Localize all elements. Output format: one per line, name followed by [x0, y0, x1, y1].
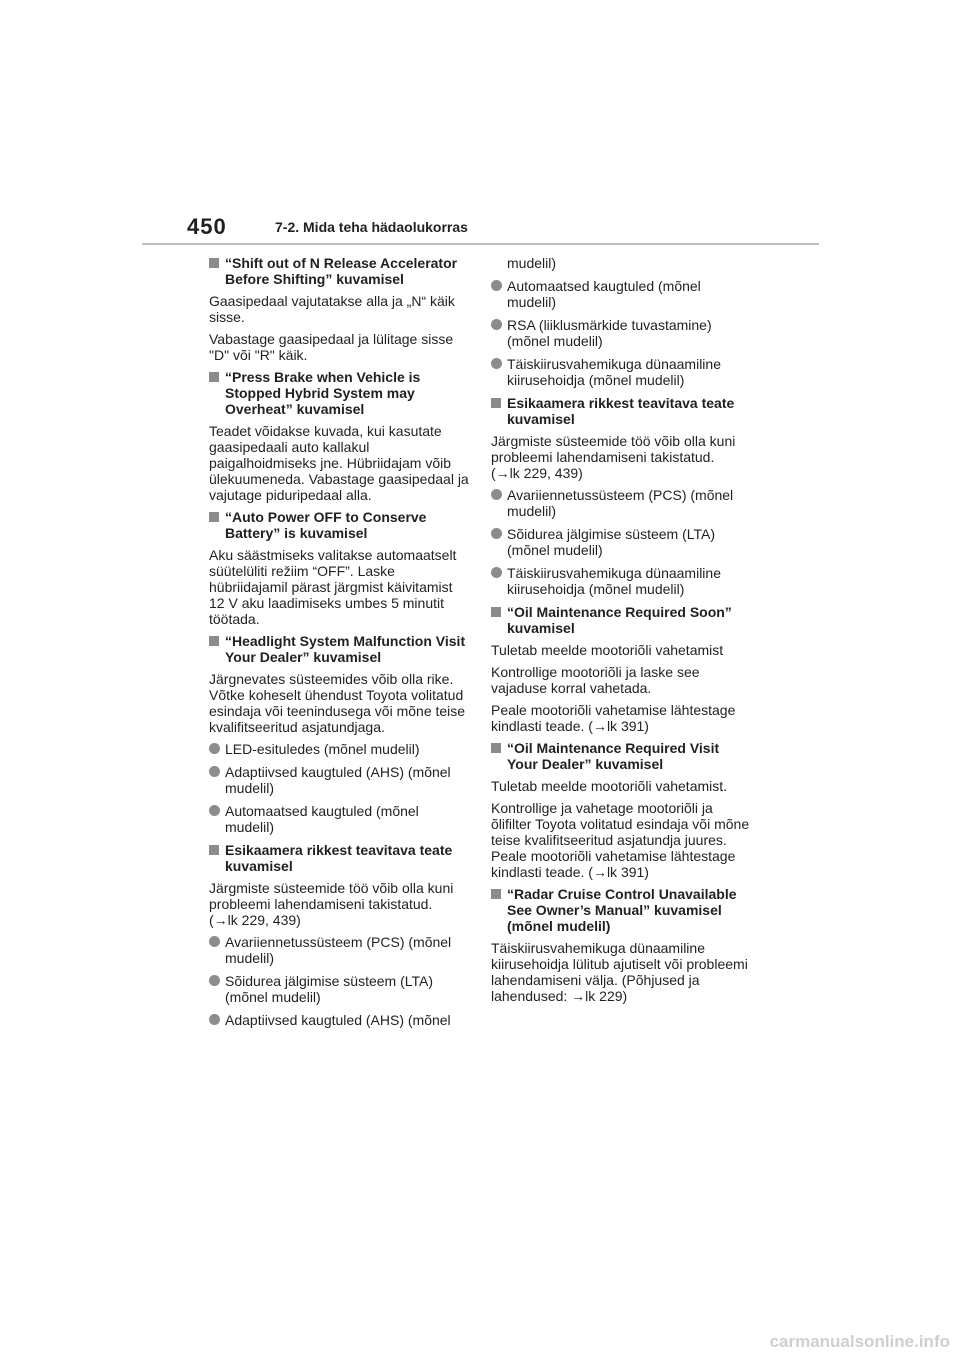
- paragraph: Vabastage gaasipedaal ja lülitage sisse "D" või "R" käik.: [209, 331, 454, 363]
- section-heading: “Oil Maintenance Required Soon” kuvamisel: [491, 604, 753, 636]
- section-heading: “Headlight System Malfunction Visit Your Dealer” kuvamisel: [209, 633, 471, 665]
- round-bullet-icon: [209, 936, 220, 947]
- section-headlight-malfunction: [209, 633, 471, 835]
- paragraph: Järgmiste süsteemide töö võib olla kuni probleemi lahendamiseni takistatud. (→lk 229, 439): [209, 880, 454, 928]
- list-item: Automaatsed kaugtuled (mõnel mudelil): [491, 278, 753, 310]
- square-bullet-icon: [491, 607, 501, 617]
- list-item: Avariiennetussüsteem (PCS) (mõnel mudelil): [209, 934, 471, 966]
- list-item: Automaatsed kaugtuled (mõnel mudelil): [209, 803, 471, 835]
- square-bullet-icon: [491, 889, 501, 899]
- page-reference: (→lk 229, 439): [209, 912, 301, 928]
- section-heading: “Radar Cruise Control Unavailable See Owner’s Manual” kuvamisel (mõnel mudelil): [491, 886, 753, 934]
- square-bullet-icon: [491, 743, 501, 753]
- right-column: [491, 255, 753, 1010]
- round-bullet-icon: [491, 489, 502, 500]
- section-oil-maintenance-dealer: [491, 740, 753, 880]
- list-item: Adaptiivsed kaugtuled (AHS) (mõnel: [209, 1012, 471, 1028]
- section-heading: “Auto Power OFF to Conserve Battery” is kuvamisel: [209, 509, 471, 541]
- paragraph: Tuletab meelde mootoriõli vahetamist: [491, 642, 724, 658]
- list-item-continuation: mudelil): [507, 255, 557, 271]
- paragraph: Täiskiirusvahemikuga dünaamiline kiirusehoidja lülitub ajutiselt või probleemi lahendamiseni välja. (Põhjused ja lahendused: →lk 229): [491, 940, 748, 1004]
- paragraph: Peale mootoriõli vahetamise lähtestage kindlasti teade. (→lk 391): [491, 702, 736, 734]
- paragraph: Kontrollige mootoriõli ja laske see vajaduse korral vahetada.: [491, 664, 700, 696]
- list-item: Täiskiirusvahemikuga dünaamiline kiirusehoidja (mõnel mudelil): [491, 356, 753, 388]
- square-bullet-icon: [491, 398, 501, 408]
- round-bullet-icon: [491, 319, 502, 330]
- square-bullet-icon: [209, 845, 219, 855]
- header-rule: [142, 243, 819, 245]
- round-bullet-icon: [491, 567, 502, 578]
- section-press-brake: [209, 369, 471, 503]
- list-item: Sõidurea jälgimise süsteem (LTA) (mõnel mudelil): [209, 973, 471, 1005]
- paragraph: Kontrollige ja vahetage mootoriõli ja õlifilter Toyota volitatud esindaja või mõne teise kvalifitseeritud asjatundja juures. Peale mootoriõli vahetamise lähtestage kindlasti teade. (→lk 391): [491, 800, 750, 880]
- watermark: carmanualsonline.info: [769, 1332, 950, 1351]
- left-column: [209, 255, 471, 1035]
- list-item: LED-esituledes (mõnel mudelil): [209, 741, 471, 757]
- list-item: Sõidurea jälgimise süsteem (LTA) (mõnel mudelil): [491, 526, 753, 558]
- page-reference: (→lk 229, 439): [491, 465, 583, 481]
- square-bullet-icon: [209, 512, 219, 522]
- section-front-camera: [209, 842, 471, 1028]
- square-bullet-icon: [209, 372, 219, 382]
- paragraph: Gaasipedaal vajutatakse alla ja „N“ käik sisse.: [209, 293, 455, 325]
- paragraph: Järgmiste süsteemide töö võib olla kuni probleemi lahendamiseni takistatud. (→lk 229, 439): [491, 433, 736, 481]
- paragraph: Järgnevates süsteemides võib olla rike. Võtke koheselt ühendust Toyota volitatud esindaja või teenindusega või mõne teise kvalifitseeritud asjatundjaga.: [209, 671, 466, 735]
- list-item: Adaptiivsed kaugtuled (AHS) (mõnel mudelil): [209, 764, 471, 796]
- paragraph: Aku säästmiseks valitakse automaatselt süütelüliti režiim “OFF”. Laske hübriidajamil pärast järgmist käivitamist 12 V aku laadimiseks umbes 5 minutit töötada.: [209, 547, 457, 627]
- round-bullet-icon: [209, 1014, 220, 1025]
- section-radar-cruise: [491, 886, 753, 1004]
- page-number: 450: [187, 214, 227, 239]
- round-bullet-icon: [209, 805, 220, 816]
- round-bullet-icon: [209, 975, 220, 986]
- section-heading: “Press Brake when Vehicle is Stopped Hybrid System may Overheat” kuvamisel: [209, 369, 471, 417]
- round-bullet-icon: [491, 280, 502, 291]
- list-item: RSA (liiklusmärkide tuvastamine) (mõnel mudelil): [491, 317, 753, 349]
- section-heading: Esikaamera rikkest teavitava teate kuvamisel: [491, 395, 753, 427]
- list-item: Avariiennetussüsteem (PCS) (mõnel mudelil): [491, 487, 753, 519]
- square-bullet-icon: [209, 636, 219, 646]
- list-item: Täiskiirusvahemikuga dünaamiline kiirusehoidja (mõnel mudelil): [491, 565, 753, 597]
- section-auto-power-off: [209, 509, 471, 627]
- square-bullet-icon: [209, 258, 219, 268]
- paragraph: Tuletab meelde mootoriõli vahetamist.: [491, 778, 728, 794]
- paragraph: Teadet võidakse kuvada, kui kasutate gaasipedaali auto kallakul paigalhoidmiseks jne. Hübriidajam võib ülekuumeneda. Vabastage gaasipedaal ja vajutage piduripedaal alla.: [209, 423, 469, 503]
- section-shift-out-of-n: [209, 255, 471, 363]
- round-bullet-icon: [209, 766, 220, 777]
- round-bullet-icon: [209, 743, 220, 754]
- section-title: 7-2. Mida teha hädaolukorras: [275, 219, 468, 235]
- section-oil-maintenance-soon: [491, 604, 753, 734]
- section-front-camera-2: [491, 395, 753, 597]
- section-heading: “Oil Maintenance Required Visit Your Dealer” kuvamisel: [491, 740, 753, 772]
- round-bullet-icon: [491, 358, 502, 369]
- section-heading: “Shift out of N Release Accelerator Before Shifting” kuvamisel: [209, 255, 471, 287]
- section-heading: Esikaamera rikkest teavitava teate kuvamisel: [209, 842, 471, 874]
- round-bullet-icon: [491, 528, 502, 539]
